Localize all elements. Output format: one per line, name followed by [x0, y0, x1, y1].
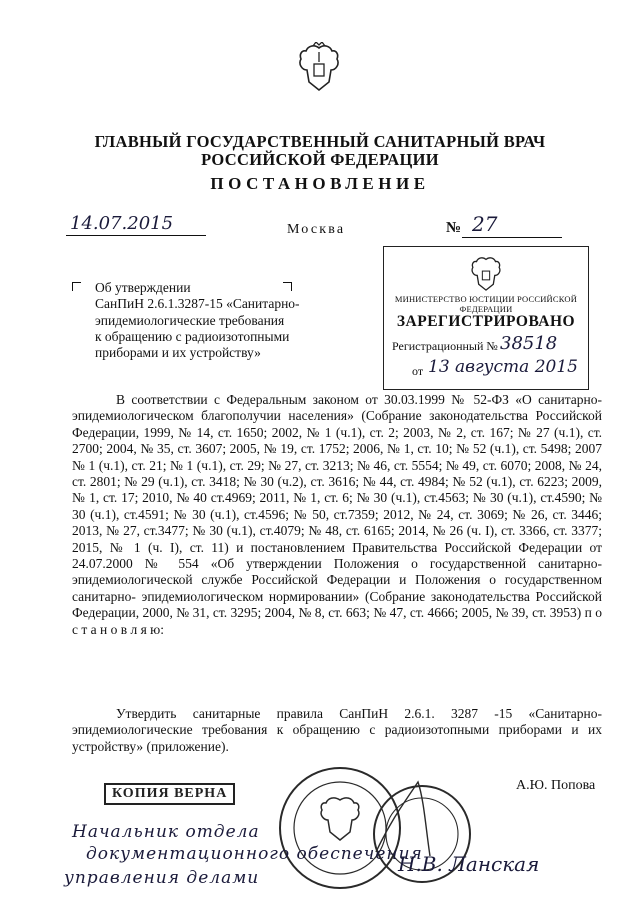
document-title: ПОСТАНОВЛЕНИЕ: [210, 174, 430, 193]
subject-line: к обращению с радиоизотопными: [95, 328, 290, 344]
handwritten-line: Начальник отдела: [72, 822, 260, 842]
document-number: 27: [472, 212, 498, 236]
subject-block: [95, 280, 350, 361]
signer-name: А.Ю. Попова: [516, 778, 596, 793]
stamp-from-label: от: [412, 364, 424, 378]
subject-bracket-left: [72, 282, 81, 291]
stamp-registered: ЗАРЕГИСТРИРОВАНО: [396, 313, 576, 330]
document-city: Москва: [287, 222, 346, 237]
number-underline: [462, 237, 562, 238]
stamp-ministry: МИНИСТЕРСТВО ЮСТИЦИИ РОССИЙСКОЙ ФЕДЕРАЦИИ: [394, 294, 578, 314]
registration-stamp: [383, 246, 589, 390]
header-line-2: РОССИЙСКОЙ ФЕДЕРАЦИИ: [201, 150, 439, 169]
subject-line: Об утверждении: [95, 280, 191, 295]
resolution-paragraph: [72, 706, 602, 755]
subject-line: эпидемиологические требования: [95, 312, 285, 328]
round-seal-icon: [276, 760, 472, 900]
stamp-reg-date: 13 августа 2015: [428, 357, 578, 377]
preamble-text: В соответствии с Федеральным законом от 30.03.1999 № 52-ФЗ «О санитарно-эпидемиологическом благополучии населения» (Собрание законодательства Российской Федерации, 1999, № 14, ст. 1650; 2002, № 1 (ч.1), ст. 2; 2003, № 2, ст. 167; № 27 (ч.1), ст. 2700; 2004, № 35, ст. 3607; 2005, № 19, ст. 1752; 2006, № 1, ст. 10; № 52 (ч.1), ст. 5498; 2007 № 1 (ч.1), ст. 21; № 1 (ч.1), ст. 29; № 27, ст. 3213; № 46, ст. 5554; № 49, ст. 6070; 2008, № 24, ст. 2801; № 29 (ч.1), ст. 3418; № 30 (ч.2), ст. 3616; № 44, ст. 4984; № 52 (ч.1), ст. 6223; 2009, № 1, ст. 17; 2010, № 40 ст.4969; 2011, № 1, ст. 6; № 30 (ч.1), ст.4563; № 30 (ч.1), ст.4590; № 30 (ч.1), ст.4591; № 30 (ч.1), ст.4596; № 50, ст.7359; 2012, № 24, ст. 3069; № 26, ст. 3446; 2013, № 27, ст.3477; № 30 (ч.1), ст.4079; № 48, ст. 6165; 2014, № 26 (ч. I), ст. 3366, ст. 3377; 2015, № 1 (ч. I), ст. 11) и постановлением Правительства Российской Федерации от 24.07.2000 № 554 «Об утверждении Положения о государственной санитарно-эпидемиологической службе Российской Федерации и Положения о государственном санитарно- эпидемиологическом нормировании» (Собрание законодательства Российской Федерации, 2000, № 31, ст. 3295; 2004, № 8, ст. 663; № 47, ст. 4666; 2005, № 39, ст. 3953) п о с т а н о в л я ю:: [72, 392, 603, 637]
coat-of-arms-icon: [296, 42, 342, 94]
subject-line: приборами и их устройству»: [95, 345, 261, 361]
stamp-emblem-icon: [468, 255, 504, 293]
handwritten-line: управления делами: [64, 868, 260, 888]
subject-line: СанПиН 2.6.1.3287-15 «Санитарно-: [95, 296, 300, 312]
number-sign: №: [446, 220, 462, 236]
copy-verified-stamp: КОПИЯ ВЕРНА: [104, 783, 235, 805]
stamp-reg-number: 38518: [500, 333, 558, 354]
resolution-text: Утвердить санитарные правила СанПиН 2.6.1. 3287 -15 «Санитарно- эпидемиологические требования к обращению с радиоизотопными приборами и их устройству» (приложение).: [72, 706, 603, 754]
preamble-paragraph: [72, 392, 602, 638]
stamp-reg-label: Регистрационный №: [392, 339, 498, 353]
signature: Н.В. Ланская: [398, 852, 540, 876]
document-date: 14.07.2015: [70, 213, 174, 234]
date-underline: [66, 235, 206, 236]
handwritten-line: документационного обеспечения: [86, 844, 423, 864]
header-line-1: ГЛАВНЫЙ ГОСУДАРСТВЕННЫЙ САНИТАРНЫЙ ВРАЧ: [94, 132, 546, 151]
